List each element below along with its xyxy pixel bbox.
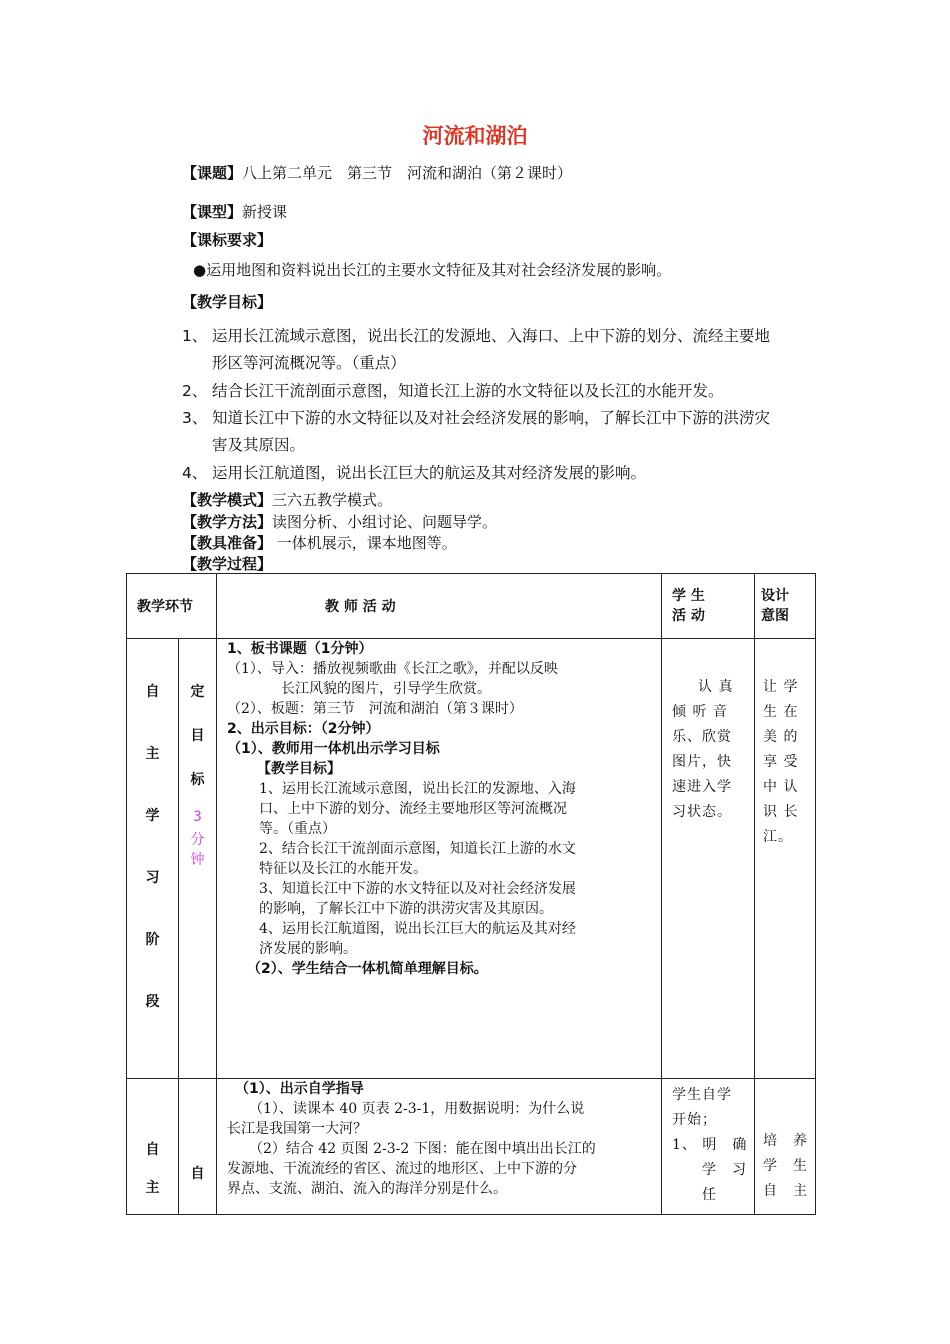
table-row: [127, 1079, 816, 1215]
topic-label: 【课题】: [182, 164, 243, 182]
student-activity-cell: [662, 1079, 755, 1215]
stage-char: 主: [145, 746, 160, 762]
goals-heading: [182, 291, 272, 312]
student-line: 开始；: [672, 1112, 717, 1128]
header-teacher: 教 师 活 动: [217, 574, 662, 639]
goal-number: 1、: [182, 327, 208, 345]
student-line: 速进入学: [672, 779, 732, 795]
tools-line: [182, 532, 457, 553]
goal-item: [182, 461, 646, 483]
header-student-line: 活 动: [672, 608, 705, 624]
stage-char: 自: [145, 684, 160, 700]
substage-char: 定: [190, 684, 205, 700]
mode-label: 【教学模式】: [182, 491, 273, 509]
student-line: 1、 明 确: [672, 1137, 748, 1153]
process-label: 【教学过程】: [182, 555, 273, 573]
type-label: 【课型】: [182, 203, 243, 221]
topic-value: 八上第二单元 第三节 河流和湖泊（第２课时）: [242, 164, 573, 182]
substage-char: 目: [190, 728, 205, 744]
standard-text: ●运用地图和资料说出长江的主要水文特征及其对社会经济发展的影响。: [193, 261, 672, 279]
teacher-line: （2）、板题：第三节 河流和湖泊（第３课时）: [227, 701, 523, 717]
teacher-line: 2、结合长江干流剖面示意图，知道长江上游的水文: [259, 841, 576, 857]
goal-text: 知道长江中下游的水文特征以及对社会经济发展的影响，了解长江中下游的洪涝灾: [212, 409, 771, 427]
goal-number: 4、: [182, 464, 208, 482]
student-line: 认 真: [698, 679, 734, 695]
design-intent-cell: [755, 639, 816, 1079]
tools-label: 【教具准备】: [182, 534, 273, 552]
mode-line: [182, 489, 392, 510]
substage-time: 钟: [190, 852, 205, 868]
goal-item-cont: 害及其原因。: [212, 436, 306, 454]
teacher-line: （1）、出示自学指导: [235, 1081, 364, 1097]
teacher-line: （1）、读课本 40 页表 2-3-1，用数据说明：为什么说: [249, 1101, 585, 1117]
header-design: [755, 574, 816, 639]
substage-cell: [179, 639, 217, 1079]
design-line: 中 认: [763, 779, 799, 795]
design-line: 识 长: [763, 804, 799, 820]
goal-number: 2、: [182, 382, 208, 400]
design-line: 美 的: [763, 729, 799, 745]
teacher-line: 长江是我国第一大河？: [227, 1121, 367, 1137]
design-line: 生 在: [763, 704, 799, 720]
lesson-table: [126, 573, 816, 1215]
method-line: [182, 511, 497, 532]
goal-text: 运用长江流域示意图，说出长江的发源地、入海口、上中下游的划分、流经主要地: [212, 327, 771, 345]
substage-time: 分: [190, 832, 205, 848]
design-line: 享 受: [763, 754, 799, 770]
tools-value: 一体机展示，课本地图等。: [272, 534, 457, 552]
substage-char: 自: [190, 1166, 205, 1182]
header-design-line: 意图: [761, 608, 789, 624]
header-stage: 教学环节: [127, 574, 217, 639]
goal-item: [182, 324, 770, 346]
page-title: 河流和湖泊: [422, 124, 528, 148]
teacher-line: 口、上中下游的划分、流经主要地形区等河流概况: [259, 801, 567, 817]
goal-text: 结合长江干流剖面示意图，知道长江上游的水文特征以及长江的水能开发。: [212, 382, 724, 400]
process-heading: [182, 553, 272, 574]
design-intent-cell: [755, 1079, 816, 1215]
teacher-line: 等。（重点）: [259, 821, 336, 837]
goal-item: [182, 379, 724, 401]
teacher-activity-cell: [217, 1079, 662, 1215]
goal-item-cont: 形区等河流概况等。（重点）: [212, 354, 406, 372]
teacher-line: 的影响，了解长江中下游的洪涝灾害及其原因。: [259, 901, 553, 917]
teacher-line: （1）、教师用一体机出示学习目标: [227, 741, 440, 757]
goal-number: 3、: [182, 409, 208, 427]
teacher-line: 1、运用长江流域示意图，说出长江的发源地、入海: [259, 781, 576, 797]
stage-char: 自: [145, 1142, 160, 1158]
design-line: 学 生: [763, 1158, 808, 1174]
mode-value: 三六五教学模式。: [272, 491, 393, 509]
stage-char: 段: [145, 994, 160, 1010]
teacher-line: 特征以及长江的水能开发。: [259, 861, 427, 877]
stage-char: 主: [145, 1180, 160, 1196]
teacher-line: 4、运用长江航道图，说出长江巨大的航运及其对经: [259, 921, 576, 937]
header-design-line: 设计: [761, 588, 789, 604]
design-line: 培 养: [763, 1133, 808, 1149]
header-student-line: 学 生: [672, 588, 705, 604]
table-row: [127, 639, 816, 1079]
teacher-line: 3、知道长江中下游的水文特征以及对社会经济发展: [259, 881, 576, 897]
design-line: 让 学: [763, 679, 799, 695]
student-line: 习状态。: [672, 804, 732, 820]
stage-char: 阶: [145, 932, 160, 948]
substage-char: 标: [190, 772, 205, 788]
goal-text: 运用长江航道图，说出长江巨大的航运及其对经济发展的影响。: [212, 464, 647, 482]
teacher-line: （1）、导入：播放视频歌曲《长江之歌》，并配以反映: [227, 661, 558, 677]
header-student: [662, 574, 755, 639]
stage-cell: [127, 1079, 179, 1215]
student-activity-cell: [662, 639, 755, 1079]
standard-heading: [182, 229, 272, 250]
substage-time: 3: [193, 809, 202, 825]
student-line: 倾 听 音: [672, 704, 728, 720]
student-line: 学 习: [702, 1162, 747, 1178]
type-value: 新授课: [242, 203, 288, 221]
method-label: 【教学方法】: [182, 513, 273, 531]
student-line: 学生自学: [672, 1087, 732, 1103]
stage-char: 习: [145, 870, 160, 886]
table-header-row: [127, 574, 816, 639]
teacher-line: 【教学目标】: [257, 761, 341, 777]
teacher-line: 2、出示目标：（2分钟）: [227, 721, 380, 737]
teacher-line: 1、板书课题（1分钟）: [227, 641, 373, 657]
teacher-line: （2）、学生结合一体机简单理解目标。: [247, 961, 488, 977]
method-value: 读图分析、小组讨论、问题导学。: [272, 513, 498, 531]
teacher-activity-cell: [217, 639, 662, 1079]
type-line: [182, 201, 287, 222]
teacher-line: 界点、支流、湖泊、流入的海洋分别是什么。: [227, 1181, 507, 1197]
standard-label: 【课标要求】: [182, 231, 273, 249]
stage-cell: [127, 639, 179, 1079]
design-line: 江。: [763, 829, 793, 845]
design-line: 自 主: [763, 1183, 808, 1199]
student-line: 任: [702, 1187, 717, 1203]
teacher-line: 发源地、干流流经的省区、流过的地形区、上中下游的分: [227, 1161, 577, 1177]
teacher-line: 济发展的影响。: [259, 941, 357, 957]
substage-cell: [179, 1079, 217, 1215]
teacher-line: （2）结合 42 页图 2-3-2 下图：能在图中填出出长江的: [249, 1141, 596, 1157]
goal-item: [182, 406, 770, 428]
student-line: 乐、欣赏: [672, 729, 732, 745]
teacher-line: 长江风貌的图片，引导学生欣赏。: [281, 681, 491, 697]
topic-line: [182, 162, 572, 183]
goals-label: 【教学目标】: [182, 293, 273, 311]
student-line: 图片，快: [672, 754, 732, 770]
stage-char: 学: [145, 808, 160, 824]
